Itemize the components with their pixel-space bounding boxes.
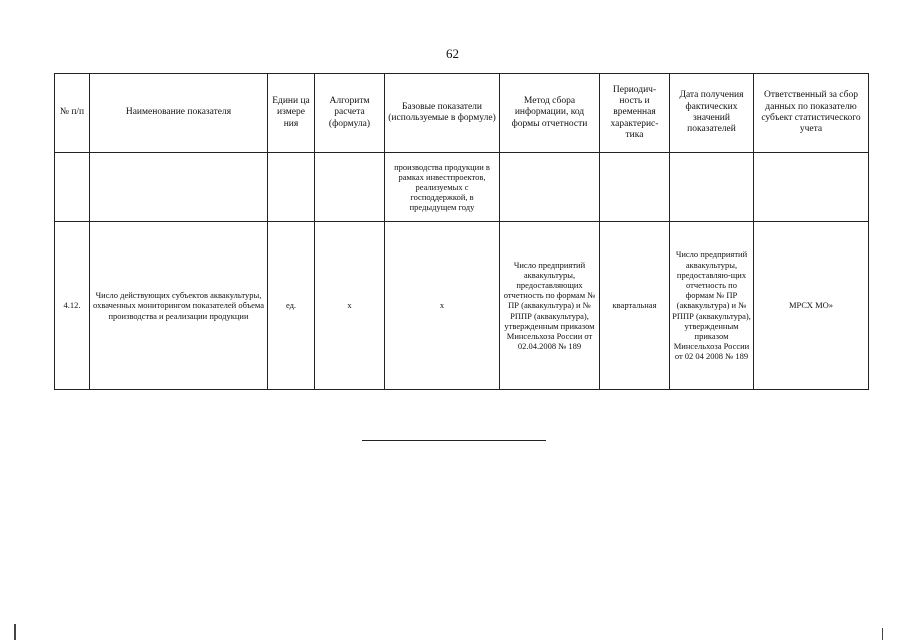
row-method: Число предприятий аквакультуры, предоставляющих отчетность по формам № ПР (аквакультура) и № РППР (аквакультура), утвержденным приказом Минсельхоза России от 02.04.2008 № 189 — [500, 222, 600, 390]
header-name: Наименование показателя — [90, 74, 268, 153]
header-unit: Едини ца измере ния — [268, 74, 315, 153]
row-algorithm: x — [315, 222, 385, 390]
header-responsible: Ответственный за сбор данных по показателю субъект статистического учета — [754, 74, 869, 153]
cont-periodicity-cell — [600, 153, 670, 222]
header-base: Базовые показатели (используемые в формуле) — [385, 74, 500, 153]
header-periodicity: Периодич-ность и временная характерис-тика — [600, 74, 670, 153]
cont-name-cell — [90, 153, 268, 222]
row-base: x — [385, 222, 500, 390]
row-name: Число действующих субъектов аквакультуры, охваченных мониторингом показателей объема производства и реализации продукции — [90, 222, 268, 390]
row-periodicity: квартальная — [600, 222, 670, 390]
cont-base-cell: производства продукции в рамках инвестпроектов, реализуемых с господдержкой, в предыдущем году — [385, 153, 500, 222]
cont-method-cell — [500, 153, 600, 222]
header-num: № п/п — [55, 74, 90, 153]
header-algorithm: Алгоритм расчета (формула) — [315, 74, 385, 153]
indicator-table — [54, 73, 869, 390]
page-number: 62 — [446, 46, 459, 61]
table-row-4-12 — [55, 222, 869, 390]
scan-edge-mark-left — [14, 624, 16, 640]
row-date: Число предприятий аквакультуры, предоставляю-щих отчетность по формам № ПР (аквакультура) и № РППР (аквакультура), утвержденным приказом Минсельхоза России от 02 04 2008 № 189 — [670, 222, 754, 390]
continuation-row — [55, 153, 869, 222]
row-num: 4.12. — [55, 222, 90, 390]
cont-date-cell — [670, 153, 754, 222]
row-responsible: МРСХ МО» — [754, 222, 869, 390]
row-unit: ед. — [268, 222, 315, 390]
header-date: Дата получения фактических значений показателей — [670, 74, 754, 153]
scan-edge-mark-right — [882, 628, 883, 640]
cont-unit-cell — [268, 153, 315, 222]
separator-line — [362, 440, 546, 441]
cont-algorithm-cell — [315, 153, 385, 222]
header-method: Метод сбора информации, код формы отчетности — [500, 74, 600, 153]
cont-num-cell — [55, 153, 90, 222]
header-row — [55, 74, 869, 153]
cont-responsible-cell — [754, 153, 869, 222]
